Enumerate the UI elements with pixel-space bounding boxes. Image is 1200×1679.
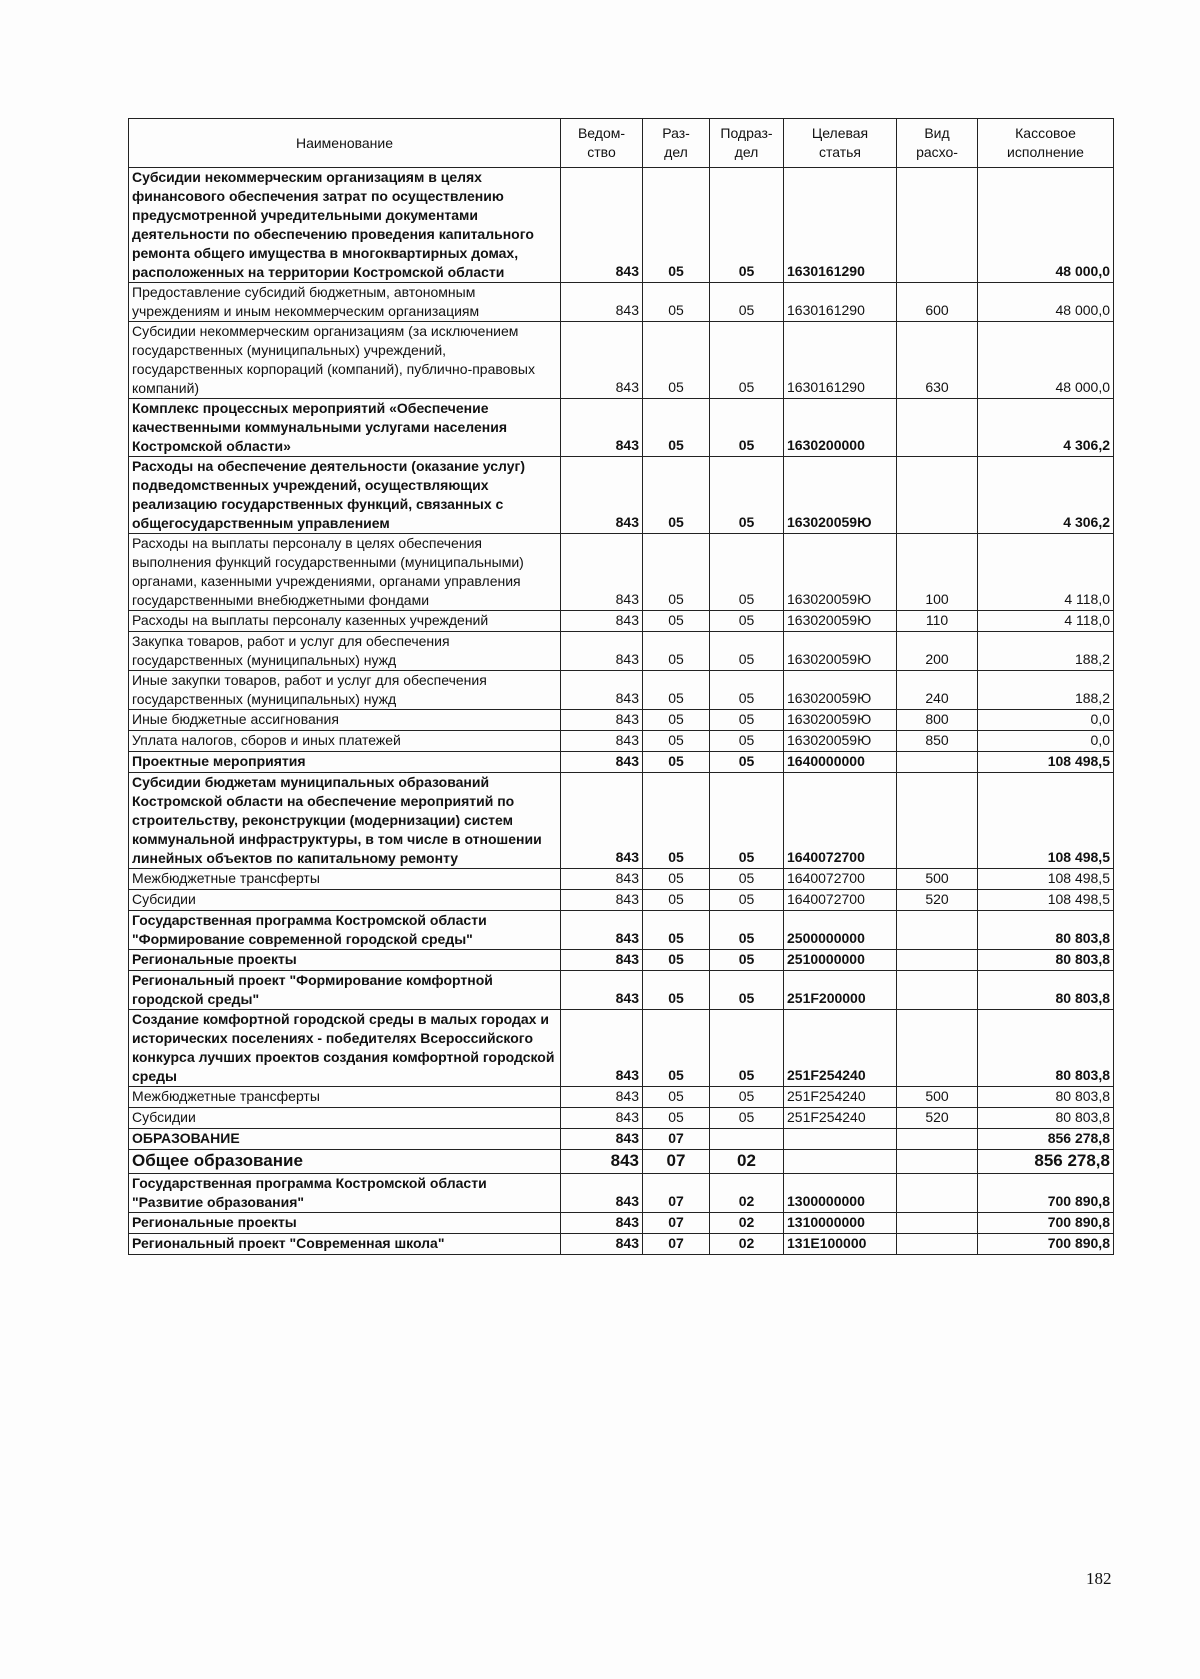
row-name-cell: Создание комфортной городской среды в малых городах и исторических поселениях - победителях Всероссийского конкурса лучших проектов создания комфортной городской среды xyxy=(129,1010,561,1087)
row-vid-rashodov-cell xyxy=(897,1129,978,1150)
row-podrazdel-cell: 05 xyxy=(710,869,784,890)
row-vedomstvo-cell: 843 xyxy=(561,869,643,890)
row-vedomstvo-cell: 843 xyxy=(561,752,643,773)
row-podrazdel-cell: 05 xyxy=(710,534,784,611)
row-celevaya-statya-cell: 2500000000 xyxy=(784,911,897,950)
row-razdel-cell: 05 xyxy=(643,534,710,611)
row-vedomstvo-cell: 843 xyxy=(561,322,643,399)
row-kassovoe-ispolnenie-cell: 4 306,2 xyxy=(978,457,1114,534)
row-vid-rashodov-cell xyxy=(897,457,978,534)
row-podrazdel-cell: 05 xyxy=(710,752,784,773)
table-row xyxy=(129,773,1114,869)
row-razdel-cell: 05 xyxy=(643,911,710,950)
row-podrazdel-cell: 05 xyxy=(710,1010,784,1087)
row-razdel-cell: 07 xyxy=(643,1150,710,1174)
row-vid-rashodov-cell: 850 xyxy=(897,731,978,752)
row-name-cell: Субсидии некоммерческим организациям в целях финансового обеспечения затрат по осуществлению предусмотренной учредительными документами деятельности по обеспечению проведения капитального ремонта общего имущества в многоквартирных домах, расположенных на территории Костромской области xyxy=(129,168,561,283)
row-razdel-cell: 05 xyxy=(643,731,710,752)
row-kassovoe-ispolnenie-cell: 108 498,5 xyxy=(978,890,1114,911)
row-vedomstvo-cell: 843 xyxy=(561,632,643,671)
row-vedomstvo-cell: 843 xyxy=(561,710,643,731)
table-row xyxy=(129,168,1114,283)
table-row xyxy=(129,399,1114,457)
row-kassovoe-ispolnenie-cell: 4 118,0 xyxy=(978,611,1114,632)
row-name-cell: ОБРАЗОВАНИЕ xyxy=(129,1129,561,1150)
row-vid-rashodov-cell: 110 xyxy=(897,611,978,632)
row-podrazdel-cell: 05 xyxy=(710,671,784,710)
row-name-cell: Расходы на обеспечение деятельности (оказание услуг) подведомственных учреждений, осуществляющих реализацию государственных функций, связанных с общегосударственным управлением xyxy=(129,457,561,534)
row-vedomstvo-cell: 843 xyxy=(561,911,643,950)
row-vid-rashodov-cell: 800 xyxy=(897,710,978,731)
row-kassovoe-ispolnenie-cell: 0,0 xyxy=(978,731,1114,752)
row-name-cell: Субсидии xyxy=(129,1108,561,1129)
row-vid-rashodov-cell xyxy=(897,168,978,283)
row-kassovoe-ispolnenie-cell: 108 498,5 xyxy=(978,752,1114,773)
row-vedomstvo-cell: 843 xyxy=(561,399,643,457)
row-celevaya-statya-cell: 163020059Ю xyxy=(784,457,897,534)
row-kassovoe-ispolnenie-cell: 48 000,0 xyxy=(978,168,1114,283)
row-razdel-cell: 05 xyxy=(643,890,710,911)
table-row xyxy=(129,632,1114,671)
row-vedomstvo-cell: 843 xyxy=(561,1129,643,1150)
row-celevaya-statya-cell: 1630200000 xyxy=(784,399,897,457)
row-vedomstvo-cell: 843 xyxy=(561,971,643,1010)
budget-table xyxy=(128,118,1114,1255)
row-celevaya-statya-cell: 251F254240 xyxy=(784,1010,897,1087)
row-podrazdel-cell xyxy=(710,1129,784,1150)
row-razdel-cell: 05 xyxy=(643,1108,710,1129)
row-podrazdel-cell: 05 xyxy=(710,611,784,632)
row-razdel-cell: 05 xyxy=(643,611,710,632)
row-podrazdel-cell: 05 xyxy=(710,890,784,911)
table-row xyxy=(129,971,1114,1010)
row-razdel-cell: 05 xyxy=(643,773,710,869)
row-razdel-cell: 05 xyxy=(643,671,710,710)
table-row xyxy=(129,283,1114,322)
row-kassovoe-ispolnenie-cell: 4 306,2 xyxy=(978,399,1114,457)
row-name-cell: Комплекс процессных мероприятий «Обеспечение качественными коммунальными услугами населения Костромской области» xyxy=(129,399,561,457)
table-row xyxy=(129,731,1114,752)
row-podrazdel-cell: 05 xyxy=(710,773,784,869)
table-row xyxy=(129,457,1114,534)
row-celevaya-statya-cell: 1300000000 xyxy=(784,1174,897,1213)
header-razdel xyxy=(643,119,710,168)
row-vid-rashodov-cell: 600 xyxy=(897,283,978,322)
row-name-cell: Проектные мероприятия xyxy=(129,752,561,773)
row-vid-rashodov-cell xyxy=(897,1174,978,1213)
row-vedomstvo-cell: 843 xyxy=(561,1010,643,1087)
row-celevaya-statya-cell: 163020059Ю xyxy=(784,632,897,671)
row-vid-rashodov-cell: 500 xyxy=(897,1087,978,1108)
row-razdel-cell: 05 xyxy=(643,950,710,971)
row-vid-rashodov-cell xyxy=(897,971,978,1010)
row-vedomstvo-cell: 843 xyxy=(561,890,643,911)
row-podrazdel-cell: 05 xyxy=(710,971,784,1010)
row-podrazdel-cell: 05 xyxy=(710,1087,784,1108)
table-row xyxy=(129,1234,1114,1255)
row-name-cell: Региональные проекты xyxy=(129,1213,561,1234)
row-razdel-cell: 05 xyxy=(643,283,710,322)
row-celevaya-statya-cell: 163020059Ю xyxy=(784,671,897,710)
row-vid-rashodov-cell xyxy=(897,911,978,950)
row-celevaya-statya-cell xyxy=(784,1150,897,1174)
row-celevaya-statya-cell: 1630161290 xyxy=(784,283,897,322)
row-razdel-cell: 05 xyxy=(643,399,710,457)
header-name: Наименование xyxy=(129,119,561,168)
row-kassovoe-ispolnenie-cell: 108 498,5 xyxy=(978,773,1114,869)
table-row xyxy=(129,611,1114,632)
header-podrazdel-text: Подраз- дел xyxy=(720,125,773,160)
header-kassovoe-ispolnenie-text: Кассовое исполнение xyxy=(1007,125,1084,160)
row-kassovoe-ispolnenie-cell: 48 000,0 xyxy=(978,283,1114,322)
row-podrazdel-cell: 05 xyxy=(710,283,784,322)
row-name-cell: Государственная программа Костромской области "Развитие образования" xyxy=(129,1174,561,1213)
row-podrazdel-cell: 05 xyxy=(710,731,784,752)
row-kassovoe-ispolnenie-cell: 80 803,8 xyxy=(978,1010,1114,1087)
row-razdel-cell: 05 xyxy=(643,752,710,773)
row-vedomstvo-cell: 843 xyxy=(561,1108,643,1129)
row-kassovoe-ispolnenie-cell: 0,0 xyxy=(978,710,1114,731)
row-kassovoe-ispolnenie-cell: 80 803,8 xyxy=(978,911,1114,950)
table-row xyxy=(129,671,1114,710)
row-razdel-cell: 05 xyxy=(643,322,710,399)
table-row xyxy=(129,710,1114,731)
row-razdel-cell: 05 xyxy=(643,971,710,1010)
row-name-cell: Региональный проект "Современная школа" xyxy=(129,1234,561,1255)
row-celevaya-statya-cell: 1640072700 xyxy=(784,890,897,911)
row-name-cell: Государственная программа Костромской области "Формирование современной городской среды" xyxy=(129,911,561,950)
row-vedomstvo-cell: 843 xyxy=(561,457,643,534)
table-row xyxy=(129,1129,1114,1150)
header-vedomstvo-text: Ведом- ство xyxy=(577,125,626,160)
header-kassovoe-ispolnenie xyxy=(978,119,1114,168)
row-kassovoe-ispolnenie-cell: 700 890,8 xyxy=(978,1234,1114,1255)
row-vid-rashodov-cell: 500 xyxy=(897,869,978,890)
row-podrazdel-cell: 05 xyxy=(710,950,784,971)
row-razdel-cell: 07 xyxy=(643,1129,710,1150)
row-kassovoe-ispolnenie-cell: 188,2 xyxy=(978,671,1114,710)
row-vedomstvo-cell: 843 xyxy=(561,1174,643,1213)
row-vid-rashodov-cell xyxy=(897,950,978,971)
row-razdel-cell: 05 xyxy=(643,632,710,671)
row-name-cell: Иные бюджетные ассигнования xyxy=(129,710,561,731)
table-row xyxy=(129,1213,1114,1234)
row-razdel-cell: 05 xyxy=(643,1087,710,1108)
table-row xyxy=(129,1087,1114,1108)
header-podrazdel xyxy=(710,119,784,168)
table-row xyxy=(129,890,1114,911)
table-row xyxy=(129,1010,1114,1087)
row-name-cell: Расходы на выплаты персоналу казенных учреждений xyxy=(129,611,561,632)
row-celevaya-statya-cell: 251F200000 xyxy=(784,971,897,1010)
row-vid-rashodov-cell: 100 xyxy=(897,534,978,611)
row-podrazdel-cell: 02 xyxy=(710,1150,784,1174)
header-celevaya-statya-text: Целевая статья xyxy=(811,125,869,160)
row-vedomstvo-cell: 843 xyxy=(561,1150,643,1174)
row-vedomstvo-cell: 843 xyxy=(561,1087,643,1108)
table-row xyxy=(129,1174,1114,1213)
row-celevaya-statya-cell: 1310000000 xyxy=(784,1213,897,1234)
row-kassovoe-ispolnenie-cell: 48 000,0 xyxy=(978,322,1114,399)
row-kassovoe-ispolnenie-cell: 108 498,5 xyxy=(978,869,1114,890)
row-vedomstvo-cell: 843 xyxy=(561,950,643,971)
row-vedomstvo-cell: 843 xyxy=(561,671,643,710)
row-vid-rashodov-cell xyxy=(897,1213,978,1234)
row-razdel-cell: 05 xyxy=(643,168,710,283)
row-name-cell: Региональные проекты xyxy=(129,950,561,971)
row-name-cell: Общее образование xyxy=(129,1150,561,1174)
row-podrazdel-cell: 05 xyxy=(710,710,784,731)
row-name-cell: Уплата налогов, сборов и иных платежей xyxy=(129,731,561,752)
row-name-cell: Субсидии некоммерческим организациям (за исключением государственных (муниципальных) учреждений, государственных корпораций (компаний), публично-правовых компаний) xyxy=(129,322,561,399)
row-celevaya-statya-cell: 251F254240 xyxy=(784,1087,897,1108)
row-podrazdel-cell: 02 xyxy=(710,1213,784,1234)
header-vid-rashodov-text: Вид расхо- xyxy=(916,125,958,160)
row-celevaya-statya-cell: 163020059Ю xyxy=(784,710,897,731)
row-vid-rashodov-cell xyxy=(897,1234,978,1255)
row-podrazdel-cell: 05 xyxy=(710,632,784,671)
row-name-cell: Предоставление субсидий бюджетным, автономным учреждениям и иным некоммерческим организациям xyxy=(129,283,561,322)
row-name-cell: Региональный проект "Формирование комфортной городской среды" xyxy=(129,971,561,1010)
row-kassovoe-ispolnenie-cell: 80 803,8 xyxy=(978,1087,1114,1108)
row-celevaya-statya-cell: 2510000000 xyxy=(784,950,897,971)
row-podrazdel-cell: 05 xyxy=(710,399,784,457)
table-row xyxy=(129,1108,1114,1129)
row-name-cell: Межбюджетные трансферты xyxy=(129,1087,561,1108)
row-podrazdel-cell: 02 xyxy=(710,1234,784,1255)
row-name-cell: Расходы на выплаты персоналу в целях обеспечения выполнения функций государственными (муниципальными) органами, казенными учреждениями, органами управления государственными внебюджетными фондами xyxy=(129,534,561,611)
row-podrazdel-cell: 05 xyxy=(710,457,784,534)
table-row xyxy=(129,950,1114,971)
table-header-row xyxy=(129,119,1114,168)
row-vedomstvo-cell: 843 xyxy=(561,773,643,869)
row-celevaya-statya-cell: 1640000000 xyxy=(784,752,897,773)
row-razdel-cell: 05 xyxy=(643,869,710,890)
row-vid-rashodov-cell xyxy=(897,1150,978,1174)
header-vid-rashodov xyxy=(897,119,978,168)
row-celevaya-statya-cell: 251F254240 xyxy=(784,1108,897,1129)
row-celevaya-statya-cell xyxy=(784,1129,897,1150)
row-vid-rashodov-cell: 200 xyxy=(897,632,978,671)
row-vid-rashodov-cell xyxy=(897,1010,978,1087)
row-celevaya-statya-cell: 1640072700 xyxy=(784,869,897,890)
row-kassovoe-ispolnenie-cell: 80 803,8 xyxy=(978,1108,1114,1129)
row-vid-rashodov-cell: 520 xyxy=(897,890,978,911)
row-celevaya-statya-cell: 163020059Ю xyxy=(784,534,897,611)
row-razdel-cell: 05 xyxy=(643,710,710,731)
row-kassovoe-ispolnenie-cell: 188,2 xyxy=(978,632,1114,671)
row-vedomstvo-cell: 843 xyxy=(561,534,643,611)
row-razdel-cell: 07 xyxy=(643,1174,710,1213)
row-kassovoe-ispolnenie-cell: 856 278,8 xyxy=(978,1129,1114,1150)
table-body xyxy=(129,168,1114,1255)
row-podrazdel-cell: 05 xyxy=(710,168,784,283)
row-kassovoe-ispolnenie-cell: 80 803,8 xyxy=(978,971,1114,1010)
row-vid-rashodov-cell xyxy=(897,399,978,457)
row-podrazdel-cell: 05 xyxy=(710,1108,784,1129)
row-celevaya-statya-cell: 1630161290 xyxy=(784,168,897,283)
row-celevaya-statya-cell: 163020059Ю xyxy=(784,611,897,632)
page-number: 182 xyxy=(1086,1569,1112,1588)
table-row xyxy=(129,911,1114,950)
row-kassovoe-ispolnenie-cell: 80 803,8 xyxy=(978,950,1114,971)
row-celevaya-statya-cell: 131E100000 xyxy=(784,1234,897,1255)
table-row xyxy=(129,1150,1114,1174)
row-razdel-cell: 07 xyxy=(643,1234,710,1255)
header-celevaya-statya xyxy=(784,119,897,168)
row-razdel-cell: 05 xyxy=(643,1010,710,1087)
header-razdel-text: Раз- дел xyxy=(662,125,690,160)
row-vid-rashodov-cell: 240 xyxy=(897,671,978,710)
row-vid-rashodov-cell: 630 xyxy=(897,322,978,399)
row-name-cell: Субсидии бюджетам муниципальных образований Костромской области на обеспечение мероприятий по строительству, реконструкции (модернизации) систем коммунальной инфраструктуры, в том числе в отношении линейных объектов по капитальному ремонту xyxy=(129,773,561,869)
row-kassovoe-ispolnenie-cell: 4 118,0 xyxy=(978,534,1114,611)
row-vedomstvo-cell: 843 xyxy=(561,1234,643,1255)
row-name-cell: Субсидии xyxy=(129,890,561,911)
row-vedomstvo-cell: 843 xyxy=(561,731,643,752)
row-vid-rashodov-cell xyxy=(897,752,978,773)
row-podrazdel-cell: 05 xyxy=(710,322,784,399)
row-vid-rashodov-cell: 520 xyxy=(897,1108,978,1129)
row-podrazdel-cell: 02 xyxy=(710,1174,784,1213)
row-celevaya-statya-cell: 1640072700 xyxy=(784,773,897,869)
row-kassovoe-ispolnenie-cell: 856 278,8 xyxy=(978,1150,1114,1174)
header-vedomstvo xyxy=(561,119,643,168)
table-row xyxy=(129,534,1114,611)
row-podrazdel-cell: 05 xyxy=(710,911,784,950)
row-vedomstvo-cell: 843 xyxy=(561,1213,643,1234)
row-kassovoe-ispolnenie-cell: 700 890,8 xyxy=(978,1213,1114,1234)
row-vedomstvo-cell: 843 xyxy=(561,611,643,632)
table-row xyxy=(129,322,1114,399)
table-row xyxy=(129,869,1114,890)
row-kassovoe-ispolnenie-cell: 700 890,8 xyxy=(978,1174,1114,1213)
row-celevaya-statya-cell: 163020059Ю xyxy=(784,731,897,752)
row-razdel-cell: 05 xyxy=(643,457,710,534)
table-row xyxy=(129,752,1114,773)
row-vedomstvo-cell: 843 xyxy=(561,283,643,322)
row-name-cell: Закупка товаров, работ и услуг для обеспечения государственных (муниципальных) нужд xyxy=(129,632,561,671)
row-vid-rashodov-cell xyxy=(897,773,978,869)
row-celevaya-statya-cell: 1630161290 xyxy=(784,322,897,399)
row-name-cell: Иные закупки товаров, работ и услуг для обеспечения государственных (муниципальных) нужд xyxy=(129,671,561,710)
row-vedomstvo-cell: 843 xyxy=(561,168,643,283)
row-name-cell: Межбюджетные трансферты xyxy=(129,869,561,890)
row-razdel-cell: 07 xyxy=(643,1213,710,1234)
